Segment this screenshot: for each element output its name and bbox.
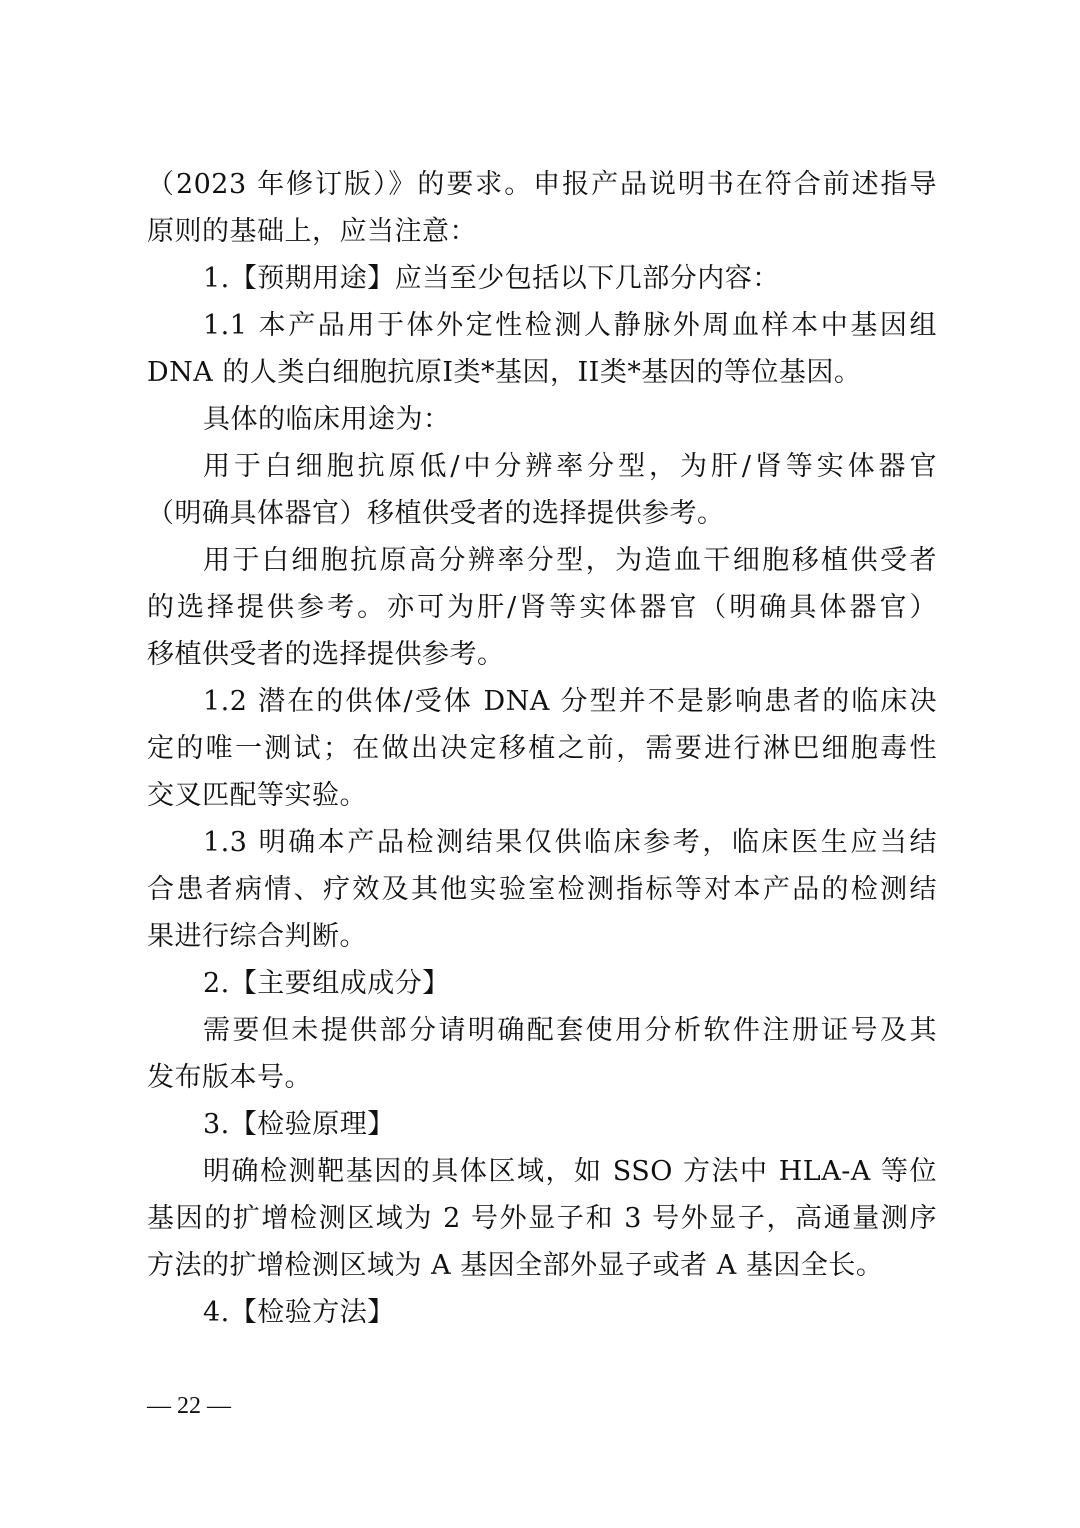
text-line: 的选择提供参考。亦可为肝/肾等实体器官（明确具体器官） (147, 592, 937, 623)
text-line: 发布版本号。 (147, 1062, 312, 1093)
text-line: 需要但未提供部分请明确配套使用分析软件注册证号及其 (203, 1015, 937, 1046)
text-line: 原则的基础上，应当注意： (147, 216, 477, 247)
section-heading: 1.【预期用途】应当至少包括以下几部分内容： (203, 263, 780, 294)
section-heading: 4.【检验方法】 (203, 1297, 395, 1328)
text-line: 合患者病情、疗效及其他实验室检测指标等对本产品的检测结 (147, 874, 937, 905)
section-heading: 3.【检验原理】 (203, 1109, 395, 1140)
text-line: 明确检测靶基因的具体区域，如 SSO 方法中 HLA-A 等位 (203, 1156, 937, 1187)
text-line: 移植供受者的选择提供参考。 (147, 639, 505, 670)
text-line: 方法的扩增检测区域为 A 基因全部外显子或者 A 基因全长。 (147, 1250, 884, 1281)
text-line: 定的唯一测试；在做出决定移植之前，需要进行淋巴细胞毒性 (147, 733, 937, 764)
section-heading: 2.【主要组成成分】 (203, 968, 450, 999)
text-line: 基因的扩增检测区域为 2 号外显子和 3 号外显子，高通量测序 (147, 1203, 937, 1234)
document-body (147, 161, 937, 1336)
text-line: 用于白细胞抗原高分辨率分型，为造血干细胞移植供受者 (203, 545, 937, 576)
text-line: 果进行综合判断。 (147, 921, 367, 952)
text-line: 1.2 潜在的供体/受体 DNA 分型并不是影响患者的临床决 (203, 686, 937, 717)
page-number: — 22 — (147, 1393, 231, 1419)
text-line: DNA 的人类白细胞抗原I类*基因，II类*基因的等位基因。 (147, 357, 862, 388)
text-line: 1.3 明确本产品检测结果仅供临床参考，临床医生应当结 (203, 827, 937, 858)
text-line: 1.1 本产品用于体外定性检测人静脉外周血样本中基因组 (203, 310, 937, 341)
text-line: （明确具体器官）移植供受者的选择提供参考。 (147, 498, 725, 529)
text-line: 具体的临床用途为： (203, 404, 451, 435)
text-line: 交叉匹配等实验。 (147, 780, 367, 811)
text-line: （2023 年修订版）》的要求。申报产品说明书在符合前述指导 (147, 169, 937, 200)
text-line: 用于白细胞抗原低/中分辨率分型，为肝/肾等实体器官 (203, 451, 937, 482)
